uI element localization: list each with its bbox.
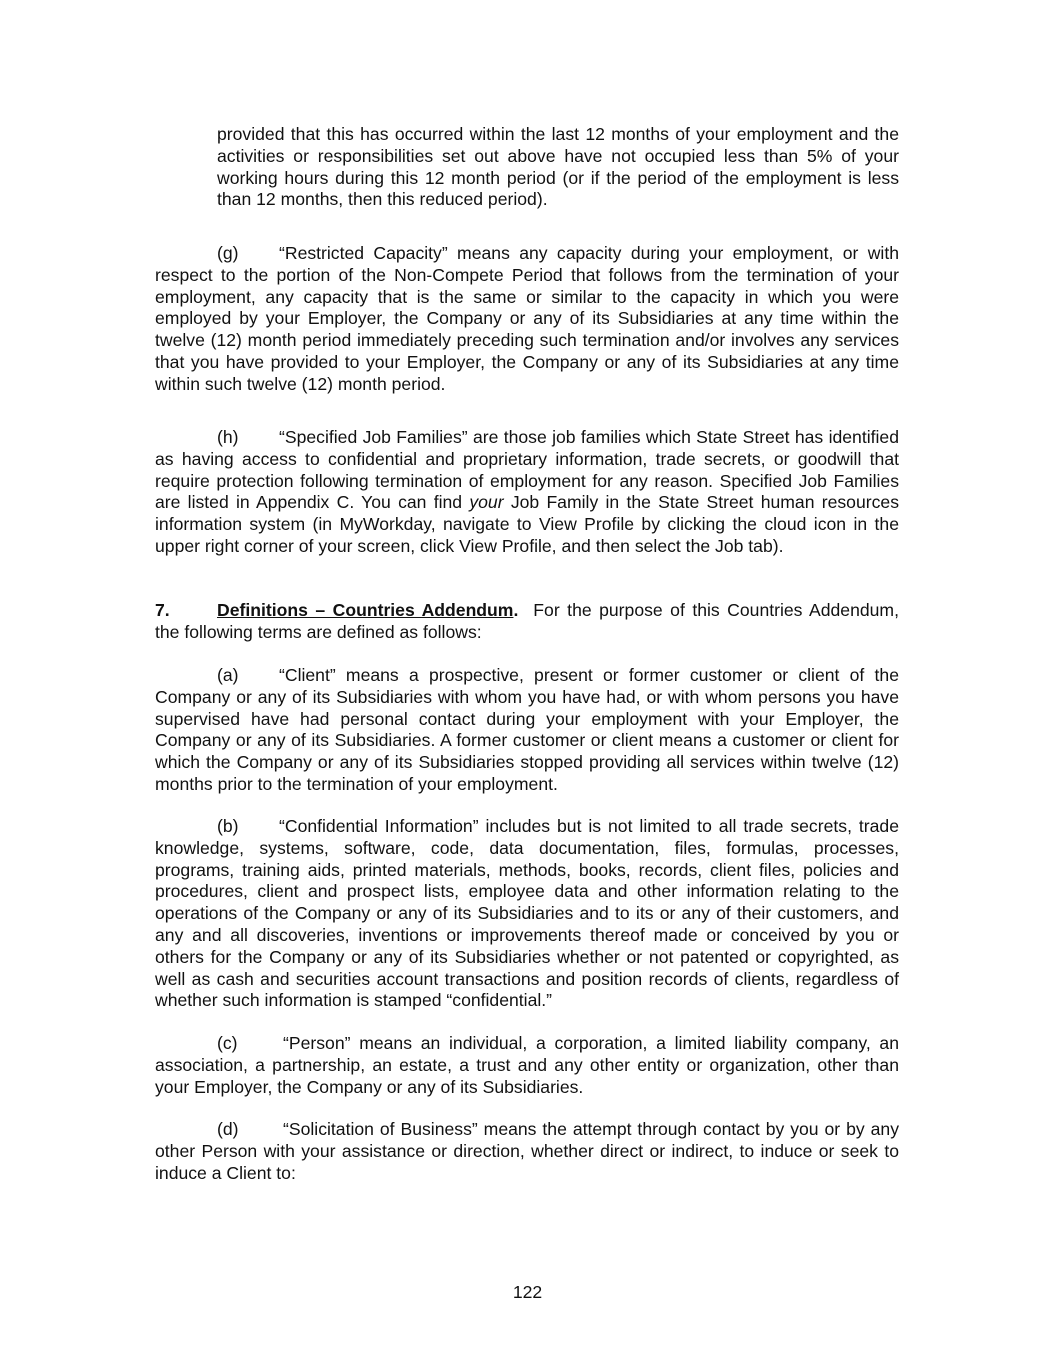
section-7-number: 7. (155, 600, 170, 620)
section-7-period: . (513, 600, 519, 620)
section-7 (155, 600, 904, 644)
definition-a-text: “Client” means a prospective, present or former customer or client of the Company or any of its Subsidiaries with whom you have had, or with whom persons you have supervised have had personal contact during your employment with your Employer, the Company or any of its Subsidiaries. A former customer or client means a customer or client for which the Company or any of its Subsidiaries stopped providing all services within twelve (12) months prior to the termination of your employment. (155, 665, 899, 794)
definition-a-label: (a) (217, 665, 239, 685)
continued-paragraph-text: provided that this has occurred within the last 12 months of your employment and the activities or responsibilities set out above have not occupied less than 5% of your working hours during this 12 month period (or if the period of the employment is less than 12 months, then this reduced period). (217, 124, 899, 210)
definition-g (155, 243, 899, 396)
definition-h-text-after: Job Family in the State Street human resources information system (in MyWorkday, navigate to View Profile by clicking the cloud icon in the upper right corner of your screen, click View Profile, and then select the Job tab). (155, 492, 899, 556)
definition-d (155, 1119, 899, 1184)
definition-g-text: “Restricted Capacity” means any capacity during your employment, or with respect to the portion of the Non-Compete Period that follows from the termination of your employment, any capacity that is the same or similar to the capacity in which you were employed by your Employer, the Company or any of its Subsidiaries at any time within the twelve (12) month period immediately preceding such termination and/or involves any services that you have provided to your Employer, the Company or any of its Subsidiaries at any time within such twelve (12) month period. (155, 243, 899, 394)
section-7-text: For the purpose of this Countries Addendum, the following terms are defined as follows: (155, 600, 904, 642)
definition-b-text: “Confidential Information” includes but is not limited to all trade secrets, trade knowledge, systems, software, code, data documentation, files, formulas, processes, programs, training aids, printed materials, methods, books, records, client files, policies and procedures, client and prospect lists, employee data and other information relating to the operations of the Company or any of its Subsidiaries and to its or any of their customers, and any and all discoveries, inventions or improvements thereof made or conceived by you or others for the Company or any of its Subsidiaries whether or not patented or copyrighted, as well as cash and securities account transactions and position records of clients, regardless of whether such information is stamped “confidential.” (155, 816, 899, 1011)
definition-c-label: (c) (217, 1033, 238, 1053)
definition-d-text: “Solicitation of Business” means the attempt through contact by you or by any other Person with your assistance or direction, whether direct or indirect, to induce or seek to induce a Client to: (155, 1119, 899, 1183)
definition-h-text-italic: your (469, 492, 504, 513)
definition-b-label: (b) (217, 816, 239, 836)
definition-c-text: “Person” means an individual, a corporation, a limited liability company, an association, a partnership, an estate, a trust and any other entity or organization, other than your Employer, the Company or any of its Subsidiaries. (155, 1033, 899, 1097)
section-7-title: Definitions – Countries Addendum (217, 600, 514, 620)
definition-h-text-before: “Specified Job Families” are those job families which State Street has identified as having access to confidential and proprietary information, trade secrets, or goodwill that require protection following termination of employment for any reason. Specified Job Families are listed in Appendix C. You can find (155, 427, 899, 513)
continued-paragraph (217, 124, 899, 211)
definition-a (155, 665, 899, 796)
definition-c (155, 1033, 899, 1098)
definition-g-label: (g) (217, 243, 239, 263)
definition-d-label: (d) (217, 1119, 239, 1139)
page-number: 122 (512, 1282, 543, 1302)
definition-h-label: (h) (217, 427, 239, 447)
definition-h (155, 427, 899, 558)
definition-b (155, 816, 899, 1012)
